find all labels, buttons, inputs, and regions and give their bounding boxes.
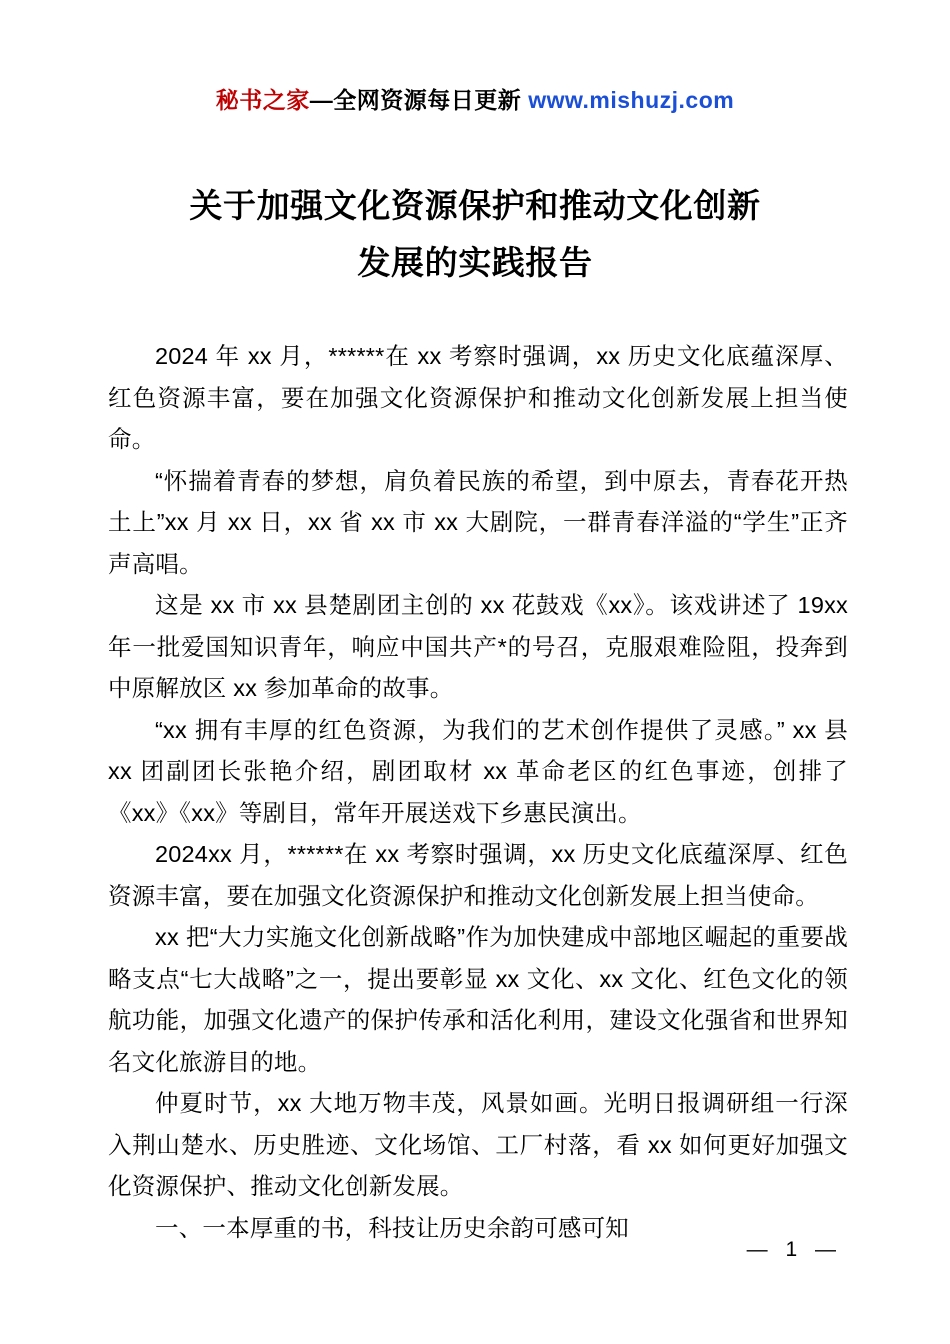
paragraph: 仲夏时节，xx 大地万物丰茂，风景如画。光明日报调研组一行深入荆山楚水、历史胜迹、文化场馆、工厂村落，看 xx 如何更好加强文化资源保护、推动文化创新发展。	[108, 1090, 848, 1199]
paragraph: 2024 年 xx 月，******在 xx 考察时强调，xx 历史文化底蕴深厚、红色资源丰富，要在加强文化资源保护和推动文化创新发展上担当使命。	[108, 343, 848, 452]
section-heading: 一、一本厚重的书，科技让历史余韵可感可知	[155, 1214, 629, 1241]
site-tagline: —全网资源每日更新	[309, 87, 529, 113]
paragraph: “怀揣着青春的梦想，肩负着民族的希望，到中原去，青春花开热土上”xx 月 xx 日，xx 省 xx 市 xx 大剧院，一群青春洋溢的“学生”正齐声高唱。	[108, 467, 848, 577]
paragraph: 2024xx 月，******在 xx 考察时强调，xx 历史文化底蕴深厚、红色资源丰富，要在加强文化资源保护和推动文化创新发展上担当使命。	[108, 841, 848, 909]
page-title	[125, 178, 825, 292]
page-title-line-2: 发展的实践报告	[357, 243, 593, 281]
paragraph: 这是 xx 市 xx 县楚剧团主创的 xx 花鼓戏《xx》。该戏讲述了 19xx 年一批爱国知识青年，响应中国共产*的号召，克服艰难险阻，投奔到中原解放区 xx 参加革命的故事。	[108, 592, 848, 701]
paragraph: xx 把“大力实施文化创新战略”作为加快建成中部地区崛起的重要战略支点“七大战略”之一，提出要彰显 xx 文化、xx 文化、红色文化的领航功能，加强文化遗产的保护传承和活化利用，建设文化强省和世界知名文化旅游目的地。	[108, 924, 848, 1075]
site-brand: 秘书之家	[215, 87, 310, 113]
document-body	[108, 336, 848, 1249]
site-watermark-header	[0, 82, 950, 115]
page-number: — 1 —	[746, 1238, 842, 1261]
page-title-line-1: 关于加强文化资源保护和推动文化创新	[189, 187, 761, 224]
paragraph: “xx 拥有丰厚的红色资源，为我们的艺术创作提供了灵感。” xx 县 xx 团副团长张艳介绍，剧团取材 xx 革命老区的红色事迹，创排了《xx》《xx》等剧目，常年开展送戏下乡惠民演出。	[108, 716, 848, 826]
site-url[interactable]: www.mishuzj.com	[528, 87, 735, 113]
